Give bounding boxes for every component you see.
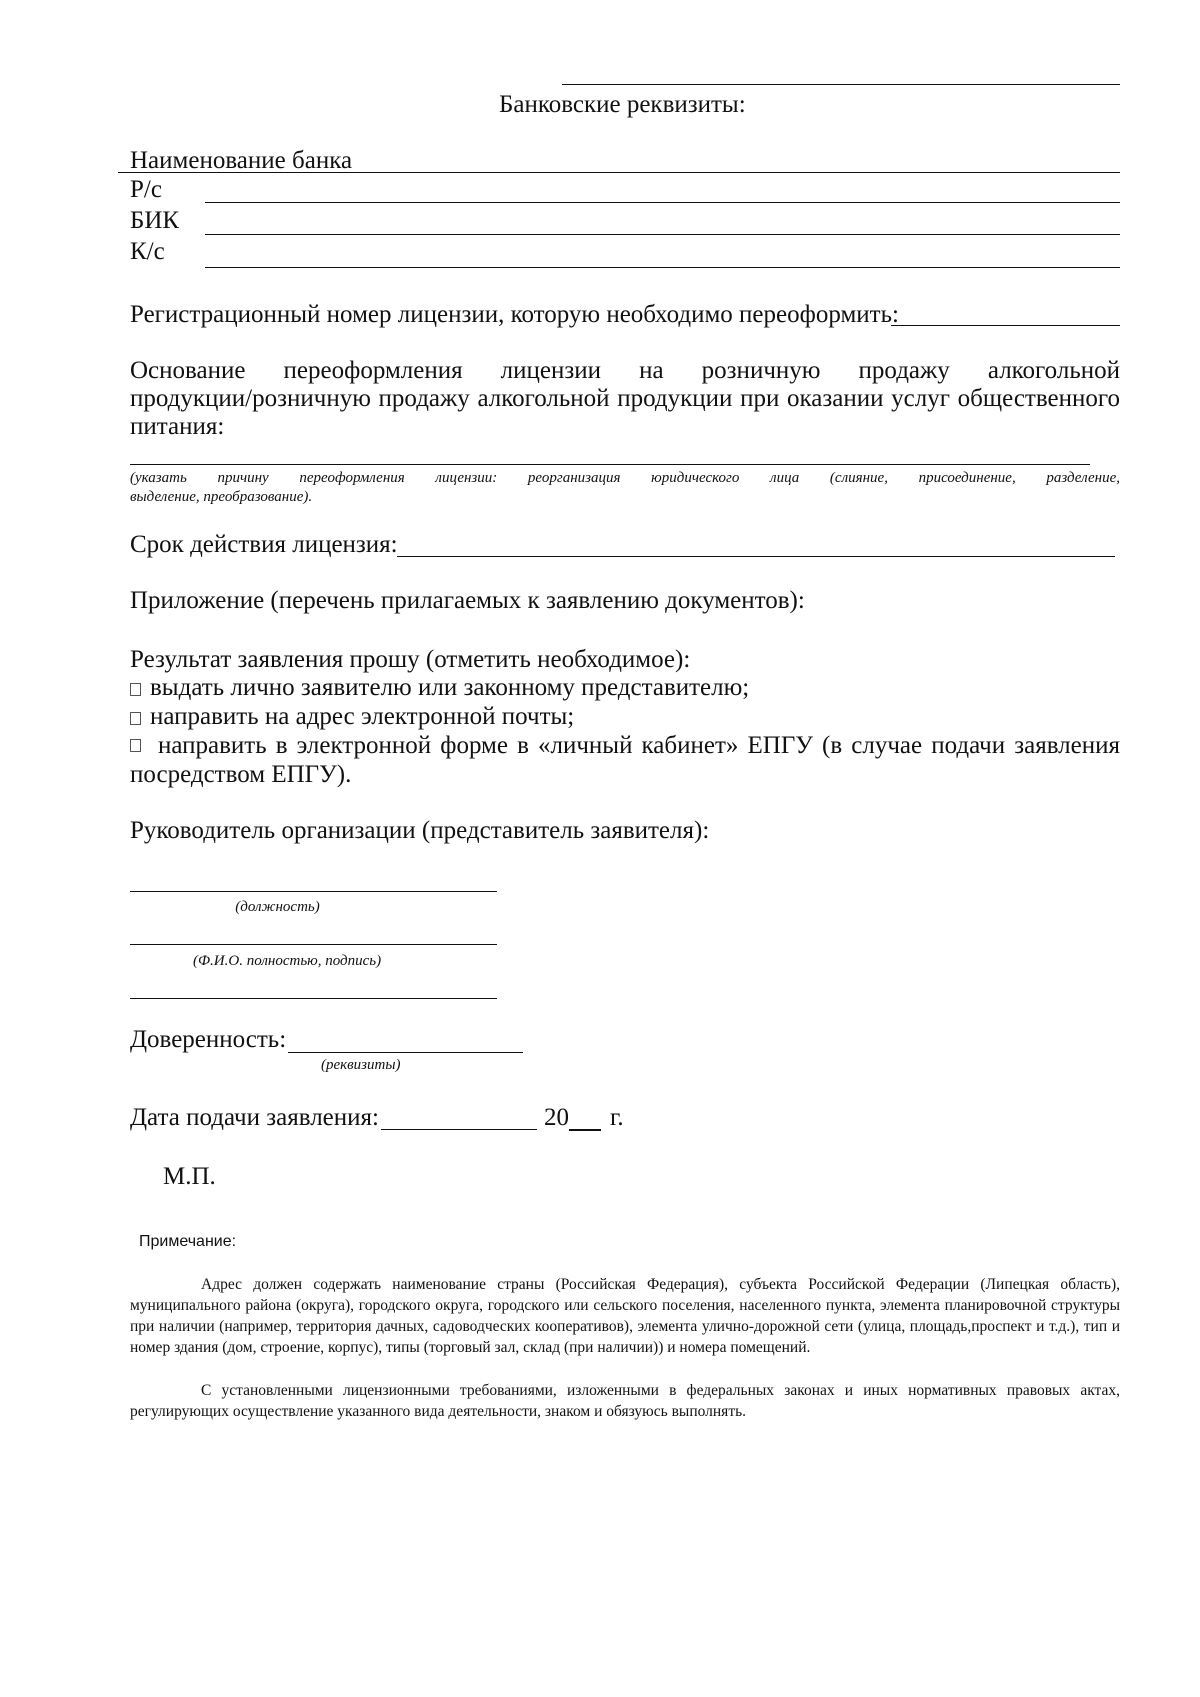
license-number-label: Регистрационный номер лицензии, которую необходимо переоформить:: [130, 301, 899, 328]
ks-label: К/с: [130, 238, 165, 265]
bik-label: БИК: [130, 207, 180, 234]
rs-line: [205, 202, 1120, 203]
checkbox-deliver-in-person[interactable]: [130, 683, 141, 696]
bik-line: [205, 234, 1120, 235]
reason-line-3: питания:: [130, 413, 225, 440]
reason-line-1: Основание переоформления лицензии на розничную продажу алкогольной: [130, 357, 1120, 384]
result-option-2-label: направить на адрес электронной почты;: [150, 703, 575, 730]
date-day-line: [381, 1129, 537, 1130]
fio-line: [130, 944, 497, 945]
date-year-prefix: 20: [544, 1104, 569, 1131]
fio-caption: (Ф.И.О. полностью, подпись): [193, 953, 382, 969]
power-of-attorney-caption: (реквизиты): [321, 1057, 401, 1073]
attachment-label: Приложение (перечень прилагаемых к заявлению документов):: [130, 587, 805, 614]
reason-hint-line-2: выделение, преобразование).: [130, 489, 313, 505]
note-paragraph-1: Адрес должен содержать наименование страны (Российская Федерация), субъекта Российской Федерации (Липецкая область), муниципального района (округа), городского округа, городского или сельского поселения, населенного пункта, элемента планировочной структуры при наличии (например, территория дачных, садоводческих кооперативов), элемента улично-дорожной сети (улица, площадь,проспект и т.д.), тип и номер здания (дом, строение, корпус), типы (торговый зал, склад (при наличии)) и номера помещений.: [130, 1276, 1120, 1356]
top-line: [562, 84, 1120, 85]
rs-label: Р/с: [130, 176, 162, 203]
bank-name-line: [118, 172, 1120, 173]
stamp-label: М.П.: [163, 1163, 216, 1190]
result-label: Результат заявления прошу (отметить необходимое):: [130, 646, 691, 673]
note-title: Примечание:: [139, 1233, 237, 1250]
result-option-1-label: выдать лично заявителю или законному представителю;: [150, 674, 750, 701]
position-caption: (должность): [235, 899, 320, 915]
reason-hint-line-1: (указать причину переоформления лицензии: реорганизация юридического лица (слияние, присоединение, разделение,: [130, 470, 1120, 486]
date-label: Дата подачи заявления:: [130, 1104, 379, 1131]
reason-line-2: продукции/розничную продажу алкогольной продукции при оказании услуг общественного: [130, 385, 1120, 412]
result-option-3-line-2: посредством ЕПГУ).: [130, 761, 352, 788]
bank-details-heading: Банковские реквизиты:: [499, 91, 746, 118]
license-number-line: [891, 325, 1120, 326]
date-year-line: [569, 1129, 601, 1131]
result-option-2: [130, 702, 574, 731]
checkbox-epgu-cabinet[interactable]: [130, 739, 141, 752]
checkbox-send-email[interactable]: [130, 712, 141, 725]
power-of-attorney-label: Доверенность:: [130, 1026, 287, 1053]
date-year-suffix: г.: [610, 1104, 624, 1131]
result-option-3-line-1: направить в электронной форме в «личный кабинет» ЕПГУ (в случае подачи заявления: [158, 732, 1120, 759]
result-option-3: [130, 731, 1120, 760]
result-option-1: [130, 673, 749, 702]
signature-line: [130, 998, 497, 999]
ks-line: [205, 267, 1120, 268]
head-label: Руководитель организации (представитель заявителя):: [130, 817, 710, 844]
bank-name-label: Наименование банка: [130, 147, 353, 174]
validity-label: Срок действия лицензия:: [130, 531, 398, 558]
position-line: [130, 891, 497, 892]
note-paragraph-2: С установленными лицензионными требованиями, изложенными в федеральных законах и иных нормативных правовых актах, регулирующих осуществление указанного вида деятельности, знаком и обязуюсь выполнять.: [130, 1382, 1120, 1420]
reason-line: [130, 464, 1090, 465]
power-of-attorney-line: [288, 1052, 523, 1053]
validity-line: [397, 556, 1115, 557]
